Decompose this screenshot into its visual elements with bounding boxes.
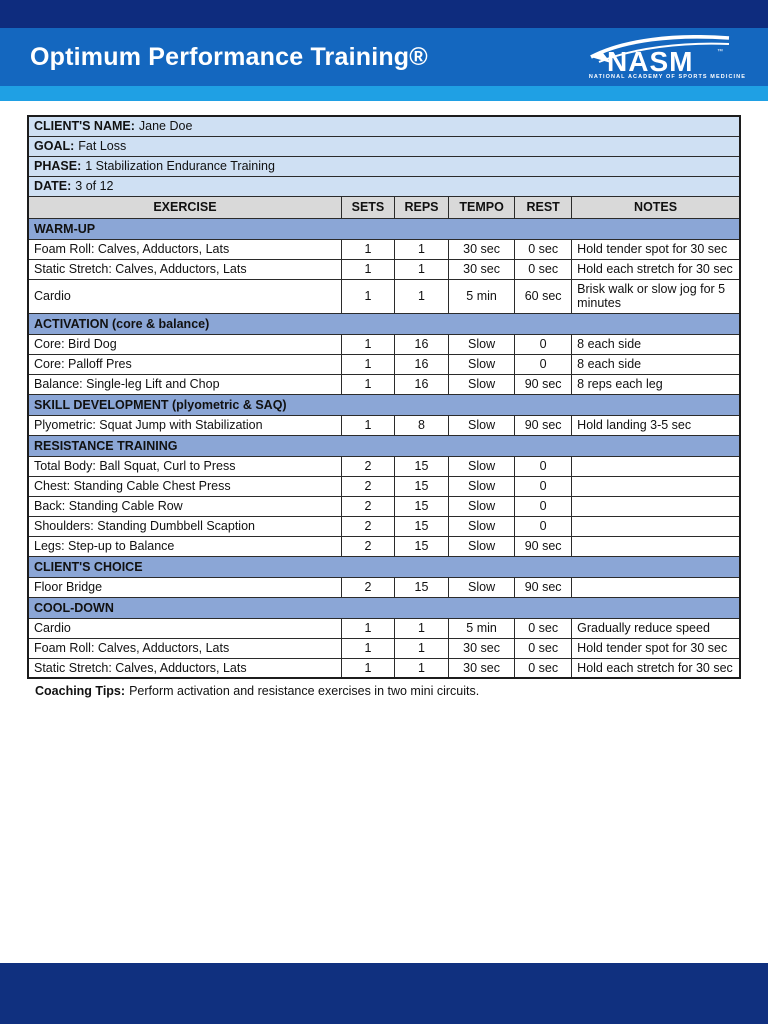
client-name-field <box>28 116 740 136</box>
rest-cell: 90 sec <box>515 577 572 597</box>
rest-cell: 90 sec <box>515 415 572 435</box>
nasm-logo <box>589 35 746 81</box>
tempo-cell: Slow <box>449 536 515 556</box>
tempo-cell: Slow <box>449 374 515 394</box>
date-value: 3 of 12 <box>75 179 114 193</box>
table-row <box>28 476 740 496</box>
section-header-row <box>28 394 740 415</box>
section-header-row <box>28 218 740 239</box>
goal-row <box>28 136 740 156</box>
column-header-notes: NOTES <box>572 196 740 218</box>
rest-cell: 0 sec <box>515 638 572 658</box>
nasm-trademark: ™ <box>716 49 723 56</box>
sets-cell: 1 <box>341 354 394 374</box>
sets-cell: 1 <box>341 239 394 259</box>
notes-cell: Hold tender spot for 30 sec <box>572 638 740 658</box>
exercise-cell: Static Stretch: Calves, Adductors, Lats <box>28 658 341 678</box>
reps-cell: 15 <box>394 456 448 476</box>
tempo-cell: Slow <box>449 456 515 476</box>
tempo-cell: Slow <box>449 415 515 435</box>
table-row <box>28 618 740 638</box>
section-header-row <box>28 313 740 334</box>
rest-cell: 0 sec <box>515 658 572 678</box>
rest-cell: 0 sec <box>515 259 572 279</box>
sets-cell: 2 <box>341 516 394 536</box>
section-header-row <box>28 597 740 618</box>
reps-cell: 16 <box>394 354 448 374</box>
notes-cell: Hold each stretch for 30 sec <box>572 658 740 678</box>
exercise-cell: Static Stretch: Calves, Adductors, Lats <box>28 259 341 279</box>
exercise-cell: Balance: Single-leg Lift and Chop <box>28 374 341 394</box>
section-title: COOL-DOWN <box>28 597 740 618</box>
footer-bar <box>0 963 768 1024</box>
section-title: RESISTANCE TRAINING <box>28 435 740 456</box>
table-row <box>28 577 740 597</box>
goal-label: GOAL: <box>34 139 75 153</box>
exercise-cell: Cardio <box>28 618 341 638</box>
column-header-exercise: EXERCISE <box>28 196 341 218</box>
nasm-wordmark: NASM <box>606 46 694 74</box>
table-row <box>28 536 740 556</box>
reps-cell: 15 <box>394 536 448 556</box>
banner-top-bar <box>0 0 768 28</box>
nasm-tagline: NATIONAL ACADEMY OF SPORTS MEDICINE <box>588 74 746 81</box>
sets-cell: 2 <box>341 496 394 516</box>
reps-cell: 1 <box>394 638 448 658</box>
notes-cell: 8 each side <box>572 354 740 374</box>
table-row <box>28 374 740 394</box>
exercise-cell: Foam Roll: Calves, Adductors, Lats <box>28 638 341 658</box>
client-name-row <box>28 116 740 136</box>
tempo-cell: 30 sec <box>449 259 515 279</box>
reps-cell: 1 <box>394 618 448 638</box>
exercise-cell: Core: Palloff Pres <box>28 354 341 374</box>
notes-cell <box>572 476 740 496</box>
date-field <box>28 176 740 196</box>
tempo-cell: 30 sec <box>449 239 515 259</box>
notes-cell: 8 reps each leg <box>572 374 740 394</box>
exercise-cell: Core: Bird Dog <box>28 334 341 354</box>
nasm-swoosh-icon <box>589 35 731 73</box>
tempo-cell: 30 sec <box>449 658 515 678</box>
column-header-row <box>28 196 740 218</box>
table-row <box>28 658 740 678</box>
reps-cell: 15 <box>394 577 448 597</box>
sets-cell: 2 <box>341 536 394 556</box>
tempo-cell: 5 min <box>449 618 515 638</box>
rest-cell: 0 <box>515 456 572 476</box>
phase-field <box>28 156 740 176</box>
sets-cell: 2 <box>341 476 394 496</box>
sets-cell: 2 <box>341 577 394 597</box>
sets-cell: 1 <box>341 415 394 435</box>
exercise-cell: Total Body: Ball Squat, Curl to Press <box>28 456 341 476</box>
reps-cell: 16 <box>394 374 448 394</box>
rest-cell: 0 <box>515 476 572 496</box>
banner-accent-strip <box>0 86 768 101</box>
notes-cell: Brisk walk or slow jog for 5 minutes <box>572 279 740 313</box>
client-name-value: Jane Doe <box>138 119 193 134</box>
sets-cell: 1 <box>341 279 394 313</box>
reps-cell: 15 <box>394 516 448 536</box>
notes-cell <box>572 516 740 536</box>
exercise-cell: Shoulders: Standing Dumbbell Scaption <box>28 516 341 536</box>
table-row <box>28 456 740 476</box>
rest-cell: 90 sec <box>515 374 572 394</box>
rest-cell: 0 <box>515 496 572 516</box>
column-header-reps: REPS <box>394 196 448 218</box>
coaching-tips-label: Coaching Tips: <box>35 684 126 698</box>
goal-field <box>28 136 740 156</box>
rest-cell: 0 <box>515 354 572 374</box>
coaching-tips-text: Perform activation and resistance exercises in two mini circuits. <box>129 684 480 698</box>
reps-cell: 16 <box>394 334 448 354</box>
tempo-cell: Slow <box>449 476 515 496</box>
date-row <box>28 176 740 196</box>
reps-cell: 1 <box>394 259 448 279</box>
phase-row <box>28 156 740 176</box>
sets-cell: 1 <box>341 374 394 394</box>
reps-cell: 8 <box>394 415 448 435</box>
sets-cell: 1 <box>341 638 394 658</box>
table-row <box>28 638 740 658</box>
tempo-cell: Slow <box>449 354 515 374</box>
section-title: WARM-UP <box>28 218 740 239</box>
reps-cell: 1 <box>394 239 448 259</box>
notes-cell: Hold each stretch for 30 sec <box>572 259 740 279</box>
sets-cell: 1 <box>341 334 394 354</box>
table-row <box>28 516 740 536</box>
rest-cell: 60 sec <box>515 279 572 313</box>
section-header-row <box>28 556 740 577</box>
notes-cell: Gradually reduce speed <box>572 618 740 638</box>
tempo-cell: Slow <box>449 577 515 597</box>
column-header-tempo: TEMPO <box>449 196 515 218</box>
notes-cell: 8 each side <box>572 334 740 354</box>
workout-table <box>27 115 741 679</box>
rest-cell: 90 sec <box>515 536 572 556</box>
exercise-cell: Cardio <box>28 279 341 313</box>
column-header-rest: REST <box>515 196 572 218</box>
table-row <box>28 239 740 259</box>
rest-cell: 0 <box>515 516 572 536</box>
table-row <box>28 334 740 354</box>
client-name-label: CLIENT'S NAME: <box>34 119 135 134</box>
tempo-cell: Slow <box>449 516 515 536</box>
sets-cell: 1 <box>341 259 394 279</box>
table-row <box>28 259 740 279</box>
date-label: DATE: <box>34 179 72 193</box>
exercise-cell: Plyometric: Squat Jump with Stabilization <box>28 415 341 435</box>
notes-cell: Hold landing 3-5 sec <box>572 415 740 435</box>
exercise-cell: Legs: Step-up to Balance <box>28 536 341 556</box>
exercise-cell: Back: Standing Cable Row <box>28 496 341 516</box>
rest-cell: 0 <box>515 334 572 354</box>
tempo-cell: 5 min <box>449 279 515 313</box>
section-title: SKILL DEVELOPMENT (plyometric & SAQ) <box>28 394 740 415</box>
section-title: ACTIVATION (core & balance) <box>28 313 740 334</box>
notes-cell <box>572 496 740 516</box>
rest-cell: 0 sec <box>515 239 572 259</box>
sets-cell: 1 <box>341 658 394 678</box>
exercise-cell: Floor Bridge <box>28 577 341 597</box>
notes-cell <box>572 456 740 476</box>
rest-cell: 0 sec <box>515 618 572 638</box>
section-header-row <box>28 435 740 456</box>
tempo-cell: 30 sec <box>449 638 515 658</box>
reps-cell: 15 <box>394 476 448 496</box>
sets-cell: 2 <box>341 456 394 476</box>
tempo-cell: Slow <box>449 496 515 516</box>
phase-value: 1 Stabilization Endurance Training <box>85 159 275 173</box>
table-row <box>28 279 740 313</box>
table-row <box>28 415 740 435</box>
coaching-tips <box>35 684 741 698</box>
section-title: CLIENT'S CHOICE <box>28 556 740 577</box>
exercise-cell: Chest: Standing Cable Chest Press <box>28 476 341 496</box>
exercise-cell: Foam Roll: Calves, Adductors, Lats <box>28 239 341 259</box>
reps-cell: 1 <box>394 279 448 313</box>
notes-cell <box>572 536 740 556</box>
column-header-sets: SETS <box>341 196 394 218</box>
table-row <box>28 354 740 374</box>
sets-cell: 1 <box>341 618 394 638</box>
page-title: Optimum Performance Training® <box>30 42 428 71</box>
table-row <box>28 496 740 516</box>
reps-cell: 15 <box>394 496 448 516</box>
notes-cell: Hold tender spot for 30 sec <box>572 239 740 259</box>
notes-cell <box>572 577 740 597</box>
tempo-cell: Slow <box>449 334 515 354</box>
phase-label: PHASE: <box>34 159 82 173</box>
reps-cell: 1 <box>394 658 448 678</box>
app-header <box>0 28 768 86</box>
goal-value: Fat Loss <box>78 139 127 153</box>
